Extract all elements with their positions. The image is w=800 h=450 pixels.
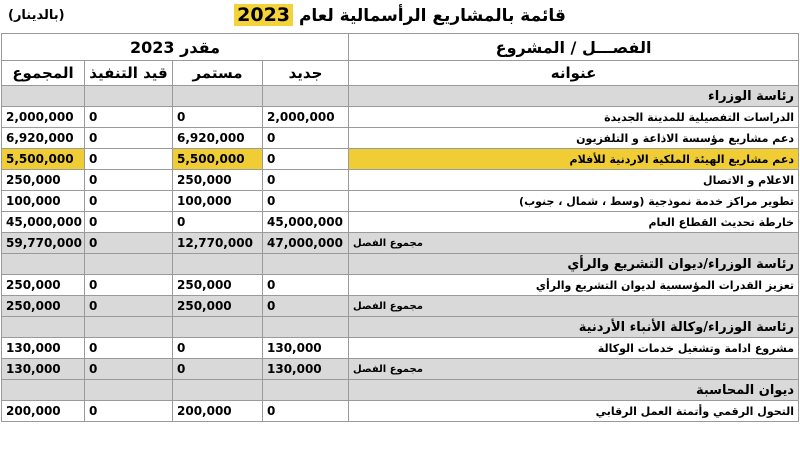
section-total-row xyxy=(2,296,799,317)
sum-inprogress-cell: 0 xyxy=(85,359,173,380)
col-title-header: عنوانه xyxy=(349,61,799,86)
section-blank-cell xyxy=(85,86,173,107)
continuing-cell: 250,000 xyxy=(173,170,263,191)
inprogress-cell: 0 xyxy=(85,275,173,296)
col-total-header: المجموع xyxy=(2,61,85,86)
continuing-cell: 0 xyxy=(173,212,263,233)
inprogress-cell: 0 xyxy=(85,107,173,128)
sum-new-cell: 0 xyxy=(263,296,349,317)
sum-continuing-cell: 0 xyxy=(173,359,263,380)
sum-inprogress-cell: 0 xyxy=(85,296,173,317)
section-total-row xyxy=(2,359,799,380)
inprogress-cell: 0 xyxy=(85,401,173,422)
section-header-row xyxy=(2,86,799,107)
section-blank-cell xyxy=(173,380,263,401)
project-title-cell: خارطة تحديث القطاع العام xyxy=(349,212,799,233)
new-cell: 0 xyxy=(263,401,349,422)
sum-new-cell: 47,000,000 xyxy=(263,233,349,254)
section-title: رئاسة الوزراء/وكالة الأنباء الأردنية xyxy=(349,317,799,338)
section-header-row xyxy=(2,380,799,401)
total-cell: 2,000,000 xyxy=(2,107,85,128)
section-blank-cell xyxy=(2,254,85,275)
new-cell: 0 xyxy=(263,149,349,170)
header-row-1 xyxy=(2,34,799,61)
new-cell: 2,000,000 xyxy=(263,107,349,128)
table-row xyxy=(2,212,799,233)
section-blank-cell xyxy=(2,380,85,401)
continuing-cell: 0 xyxy=(173,107,263,128)
project-title-cell: تعزيز القدرات المؤسسية لديوان التشريع والرأي xyxy=(349,275,799,296)
total-cell: 130,000 xyxy=(2,338,85,359)
continuing-cell: 5,500,000 xyxy=(173,149,263,170)
inprogress-cell: 0 xyxy=(85,191,173,212)
continuing-cell: 200,000 xyxy=(173,401,263,422)
section-header-row xyxy=(2,254,799,275)
new-cell: 0 xyxy=(263,170,349,191)
section-blank-cell xyxy=(85,380,173,401)
total-cell: 200,000 xyxy=(2,401,85,422)
continuing-cell: 0 xyxy=(173,338,263,359)
sum-label-cell: مجموع الفصل xyxy=(349,359,799,380)
continuing-cell: 100,000 xyxy=(173,191,263,212)
inprogress-cell: 0 xyxy=(85,149,173,170)
sum-inprogress-cell: 0 xyxy=(85,233,173,254)
continuing-cell: 6,920,000 xyxy=(173,128,263,149)
total-cell: 5,500,000 xyxy=(2,149,85,170)
title-text: قائمة بالمشاريع الرأسمالية لعام xyxy=(298,6,566,26)
sum-total-cell: 250,000 xyxy=(2,296,85,317)
section-blank-cell xyxy=(173,86,263,107)
section-header-row xyxy=(2,317,799,338)
sum-continuing-cell: 12,770,000 xyxy=(173,233,263,254)
continuing-cell: 250,000 xyxy=(173,275,263,296)
title-year: 2023 xyxy=(234,4,293,26)
col-new-header: جديد xyxy=(263,61,349,86)
header-row-2 xyxy=(2,61,799,86)
sum-total-cell: 130,000 xyxy=(2,359,85,380)
section-title: رئاسة الوزراء/ديوان التشريع والرأي xyxy=(349,254,799,275)
section-title: رئاسة الوزراء xyxy=(349,86,799,107)
sum-total-cell: 59,770,000 xyxy=(2,233,85,254)
section-title: ديوان المحاسبة xyxy=(349,380,799,401)
new-cell: 0 xyxy=(263,128,349,149)
new-cell: 130,000 xyxy=(263,338,349,359)
inprogress-cell: 0 xyxy=(85,212,173,233)
sum-label-cell: مجموع الفصل xyxy=(349,296,799,317)
section-blank-cell xyxy=(263,380,349,401)
table-row xyxy=(2,107,799,128)
section-blank-cell xyxy=(263,254,349,275)
project-title-cell: الاعلام و الاتصال xyxy=(349,170,799,191)
page-title xyxy=(0,2,800,28)
section-blank-cell xyxy=(2,317,85,338)
section-blank-cell xyxy=(263,317,349,338)
section-total-row xyxy=(2,233,799,254)
section-blank-cell xyxy=(85,254,173,275)
inprogress-cell: 0 xyxy=(85,338,173,359)
section-blank-cell xyxy=(173,317,263,338)
currency-unit: (بالدينار) xyxy=(8,8,65,23)
sum-continuing-cell: 250,000 xyxy=(173,296,263,317)
inprogress-cell: 0 xyxy=(85,170,173,191)
sum-label-cell: مجموع الفصل xyxy=(349,233,799,254)
chapter-header: الفصـــل / المشروع xyxy=(349,34,799,61)
table-row xyxy=(2,338,799,359)
sum-new-cell: 130,000 xyxy=(263,359,349,380)
table-row xyxy=(2,401,799,422)
total-cell: 100,000 xyxy=(2,191,85,212)
section-blank-cell xyxy=(85,317,173,338)
section-blank-cell xyxy=(263,86,349,107)
table-row xyxy=(2,275,799,296)
estimate-header: مقدر 2023 xyxy=(2,34,349,61)
new-cell: 0 xyxy=(263,275,349,296)
table-row xyxy=(2,191,799,212)
total-cell: 6,920,000 xyxy=(2,128,85,149)
project-title-cell: التحول الرقمي وأتمتة العمل الرقابي xyxy=(349,401,799,422)
project-title-cell: الدراسات التفصيلية للمدينة الجديدة xyxy=(349,107,799,128)
project-title-cell: مشروع ادامة وتشغيل خدمات الوكالة xyxy=(349,338,799,359)
project-title-cell: تطوير مراكز خدمة نموذجية (وسط ، شمال ، جنوب) xyxy=(349,191,799,212)
project-title-cell: دعم مشاريع الهيئة الملكية الاردنية للأفلام xyxy=(349,149,799,170)
section-blank-cell xyxy=(2,86,85,107)
total-cell: 250,000 xyxy=(2,170,85,191)
section-blank-cell xyxy=(173,254,263,275)
table-row xyxy=(2,128,799,149)
new-cell: 45,000,000 xyxy=(263,212,349,233)
total-cell: 250,000 xyxy=(2,275,85,296)
projects-table xyxy=(1,33,799,422)
col-continuing-header: مستمر xyxy=(173,61,263,86)
inprogress-cell: 0 xyxy=(85,128,173,149)
table-row xyxy=(2,170,799,191)
project-title-cell: دعم مشاريع مؤسسة الاذاعة و التلفزيون xyxy=(349,128,799,149)
total-cell: 45,000,000 xyxy=(2,212,85,233)
new-cell: 0 xyxy=(263,191,349,212)
table-row xyxy=(2,149,799,170)
col-inprogress-header: قيد التنفيذ xyxy=(85,61,173,86)
